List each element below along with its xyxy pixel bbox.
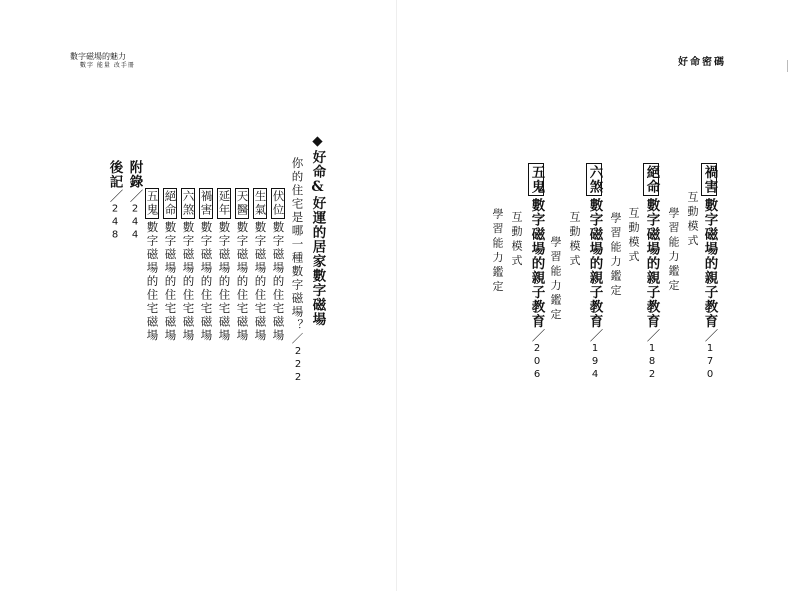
item-text: 數字磁場的住宅磁場 bbox=[235, 221, 250, 343]
page-number: 248 bbox=[109, 203, 121, 243]
toc-subitem[interactable] bbox=[145, 188, 159, 343]
section-title: 數字磁場的親子教育 bbox=[586, 198, 603, 329]
toc-subitem[interactable]: 學習能力鑑定 bbox=[491, 208, 504, 295]
toc-subitem[interactable] bbox=[199, 188, 213, 343]
left-header-title: 數字磁場的魅力 bbox=[70, 52, 126, 61]
section-label: 五鬼 bbox=[528, 165, 545, 194]
item-label: 禍害 bbox=[199, 190, 214, 217]
item-label: 六煞 bbox=[181, 190, 196, 217]
page-number: 206 bbox=[531, 343, 543, 382]
toc-subitem[interactable] bbox=[271, 188, 285, 343]
item-text: 數字磁場的住宅磁場 bbox=[253, 221, 268, 343]
toc-entry[interactable] bbox=[701, 163, 717, 382]
item-label: 伏位 bbox=[271, 190, 286, 217]
page-number: 222 bbox=[292, 346, 304, 385]
appendix-label: 附錄 bbox=[126, 160, 143, 189]
toc-subitem[interactable]: 學習能力鑑定 bbox=[549, 236, 562, 323]
item-label: 絕命 bbox=[163, 190, 178, 217]
item-text: 數字磁場的住宅磁場 bbox=[271, 221, 286, 343]
item-label: 天醫 bbox=[235, 190, 250, 217]
section-title: 數字磁場的親子教育 bbox=[643, 198, 660, 329]
page-number: 194 bbox=[589, 343, 601, 382]
diamond-bullet-icon: ◆ bbox=[309, 133, 326, 150]
slash-separator: ／ bbox=[106, 189, 123, 204]
left-running-header bbox=[70, 52, 135, 70]
page-number: 244 bbox=[129, 203, 141, 243]
item-label: 生氣 bbox=[253, 190, 268, 217]
page-number: 170 bbox=[704, 343, 716, 382]
toc-subitem[interactable] bbox=[235, 188, 249, 343]
chapter-heading[interactable] bbox=[310, 133, 324, 327]
item-label: 延年 bbox=[217, 190, 232, 217]
toc-subitem[interactable] bbox=[217, 188, 231, 343]
item-label: 五鬼 bbox=[145, 190, 160, 217]
right-running-header: 好命密碼 bbox=[678, 57, 726, 68]
item-text: 數字磁場的住宅磁場 bbox=[163, 221, 178, 343]
slash-separator: ／ bbox=[643, 328, 660, 343]
toc-subitem[interactable]: 互動模式 bbox=[627, 207, 640, 265]
chapter-title: 好命&好運的居家數字磁場 bbox=[309, 150, 326, 327]
slash-separator: ／ bbox=[586, 328, 603, 343]
toc-subitem[interactable]: 互動模式 bbox=[510, 211, 523, 269]
appendix-entry[interactable] bbox=[127, 160, 141, 243]
slash-separator: ／ bbox=[290, 332, 305, 346]
toc-subitem[interactable] bbox=[253, 188, 267, 343]
toc-entry[interactable] bbox=[528, 163, 544, 382]
page-gutter bbox=[396, 0, 397, 591]
section-label: 禍害 bbox=[701, 165, 718, 194]
toc-subitem[interactable]: 學習能力鑑定 bbox=[667, 207, 680, 294]
page-edge-mark bbox=[787, 60, 788, 72]
item-text: 數字磁場的住宅磁場 bbox=[181, 221, 196, 343]
toc-entry[interactable] bbox=[643, 163, 659, 382]
left-header-subtitle: 數字 能量 改手冊 bbox=[80, 62, 135, 69]
toc-subitem[interactable]: 互動模式 bbox=[686, 191, 699, 249]
slash-separator: ／ bbox=[701, 328, 718, 343]
chapter-subtitle: 你的住宅是哪一種數字磁場？ bbox=[290, 157, 305, 333]
item-text: 數字磁場的住宅磁場 bbox=[217, 221, 232, 343]
toc-entry[interactable] bbox=[586, 163, 602, 382]
item-text: 數字磁場的住宅磁場 bbox=[145, 221, 160, 343]
toc-subitem[interactable]: 學習能力鑑定 bbox=[609, 212, 622, 299]
section-title: 數字磁場的親子教育 bbox=[528, 198, 545, 329]
toc-subitem[interactable] bbox=[181, 188, 195, 343]
section-label: 絕命 bbox=[643, 165, 660, 194]
afterword-label: 後記 bbox=[106, 160, 123, 189]
section-title: 數字磁場的親子教育 bbox=[701, 198, 718, 329]
toc-subitem[interactable]: 互動模式 bbox=[568, 211, 581, 269]
slash-separator: ／ bbox=[126, 189, 143, 204]
toc-subitem[interactable] bbox=[163, 188, 177, 343]
page-number: 182 bbox=[646, 343, 658, 382]
item-text: 數字磁場的住宅磁場 bbox=[199, 221, 214, 343]
slash-separator: ／ bbox=[528, 328, 545, 343]
chapter-subtitle-entry[interactable] bbox=[291, 157, 303, 385]
section-label: 六煞 bbox=[586, 165, 603, 194]
afterword-entry[interactable] bbox=[107, 160, 121, 243]
